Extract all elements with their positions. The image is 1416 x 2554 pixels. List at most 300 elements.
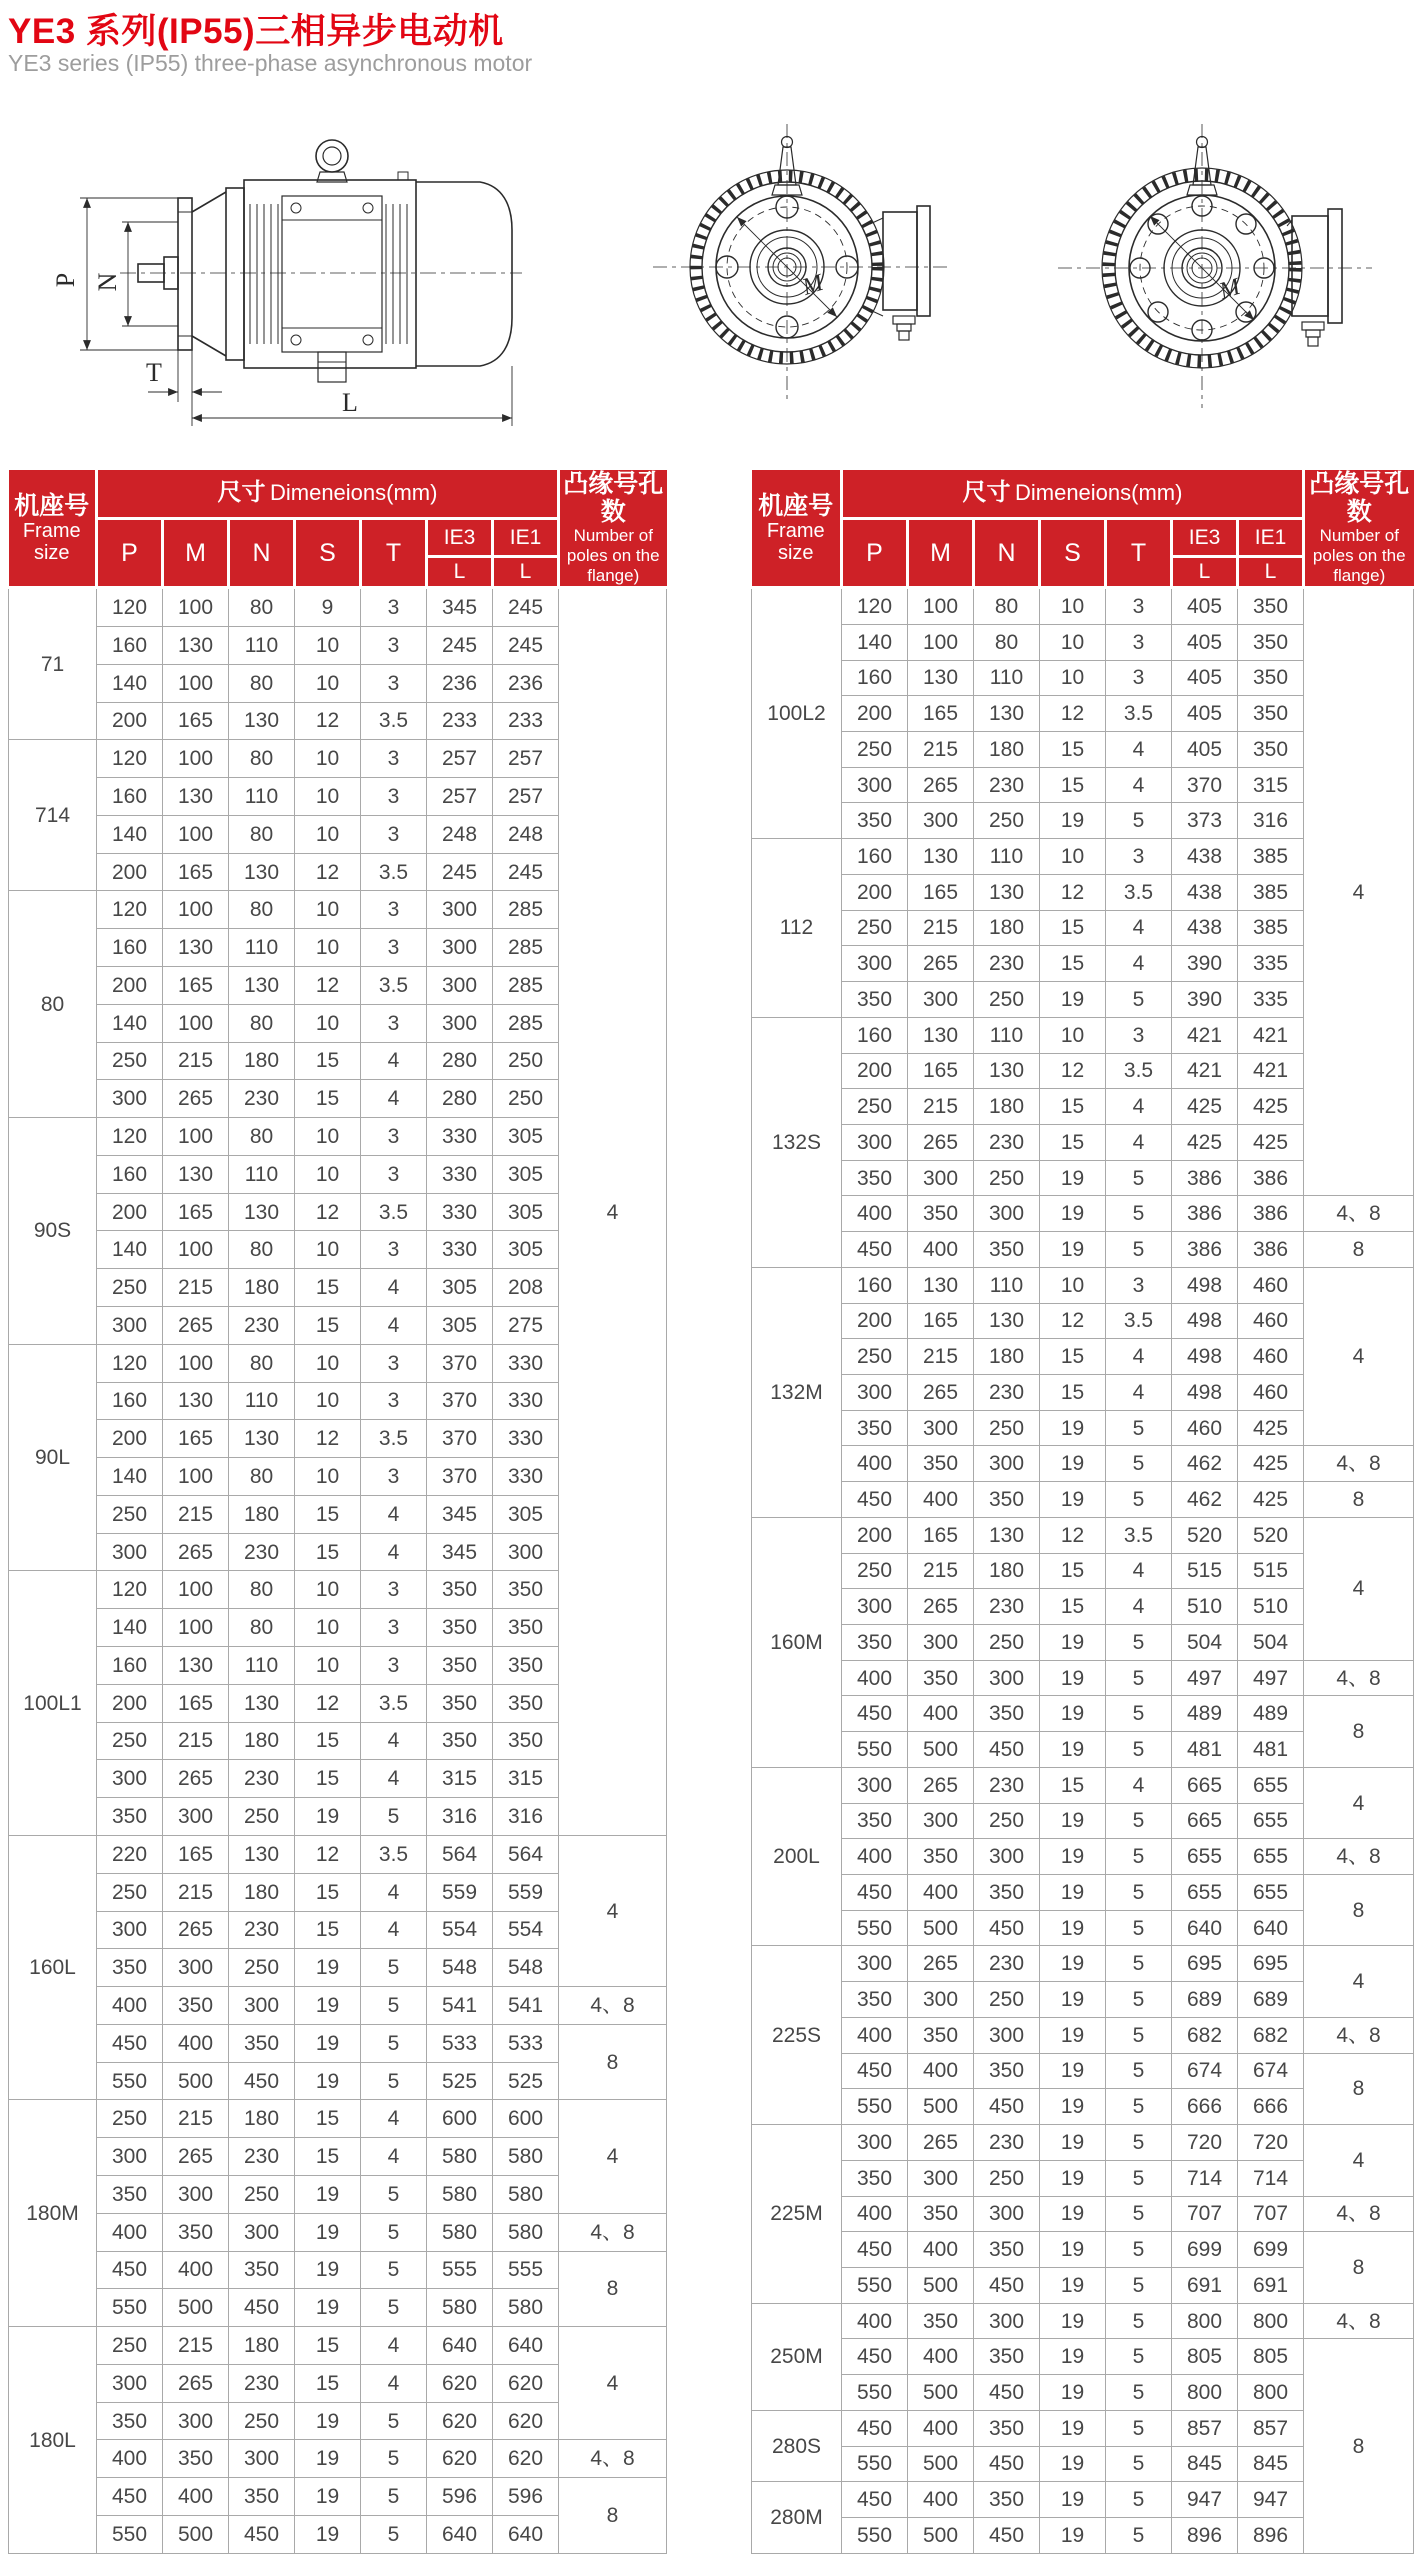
cell-n: 130 xyxy=(974,696,1040,732)
cell-t: 5 xyxy=(1106,1196,1172,1232)
cell-n: 230 xyxy=(974,1767,1040,1803)
cell-m: 500 xyxy=(908,2517,974,2553)
cell-n: 80 xyxy=(229,1344,295,1382)
cell-p: 300 xyxy=(97,2364,163,2402)
cell-m: 265 xyxy=(908,2125,974,2161)
cell-t: 3.5 xyxy=(1106,696,1172,732)
table-row xyxy=(752,2303,1414,2339)
cell-ie1-l: 421 xyxy=(1238,1017,1304,1053)
cell-t: 4 xyxy=(1106,946,1172,982)
cell-p: 400 xyxy=(842,2017,908,2053)
poles-cell: 8 xyxy=(559,2024,667,2100)
dim-label-n: N xyxy=(93,272,122,292)
cell-t: 4 xyxy=(361,2100,427,2138)
frame-cell-132M: 132M xyxy=(752,1267,842,1517)
cell-m: 165 xyxy=(908,1053,974,1089)
cell-ie1-l: 674 xyxy=(1238,2053,1304,2089)
cell-ie1-l: 350 xyxy=(1238,696,1304,732)
table-row xyxy=(9,2213,667,2251)
cell-t: 4 xyxy=(361,1873,427,1911)
cell-s: 19 xyxy=(1040,1482,1106,1518)
cell-s: 19 xyxy=(1040,2446,1106,2482)
table-row xyxy=(752,1660,1414,1696)
cell-t: 3 xyxy=(361,1344,427,1382)
cell-s: 10 xyxy=(295,891,361,929)
cell-m: 265 xyxy=(908,1946,974,1982)
cell-s: 19 xyxy=(1040,1196,1106,1232)
cell-ie3-l: 665 xyxy=(1172,1767,1238,1803)
cell-ie1-l: 316 xyxy=(1238,803,1304,839)
cell-ie3-l: 689 xyxy=(1172,1982,1238,2018)
cell-m: 300 xyxy=(908,1803,974,1839)
cell-n: 180 xyxy=(229,1722,295,1760)
cell-p: 550 xyxy=(842,1910,908,1946)
cell-m: 130 xyxy=(908,839,974,875)
cell-ie3-l: 421 xyxy=(1172,1017,1238,1053)
cell-t: 4 xyxy=(1106,1374,1172,1410)
cell-s: 19 xyxy=(295,2478,361,2516)
cell-m: 400 xyxy=(163,2024,229,2062)
cell-t: 5 xyxy=(1106,982,1172,1018)
cell-ie1-l: 300 xyxy=(493,1533,559,1571)
cell-ie3-l: 305 xyxy=(427,1269,493,1307)
cell-ie3-l: 674 xyxy=(1172,2053,1238,2089)
cell-m: 130 xyxy=(163,1155,229,1193)
cell-p: 300 xyxy=(842,1374,908,1410)
cell-m: 400 xyxy=(163,2478,229,2516)
cell-s: 15 xyxy=(295,1080,361,1118)
cell-s: 10 xyxy=(1040,624,1106,660)
cell-ie3-l: 390 xyxy=(1172,946,1238,982)
table-row xyxy=(752,1875,1414,1911)
table-row xyxy=(9,2024,667,2062)
cell-s: 19 xyxy=(1040,1803,1106,1839)
cell-p: 400 xyxy=(842,1839,908,1875)
cell-t: 3 xyxy=(361,778,427,816)
cell-p: 120 xyxy=(97,1118,163,1156)
cell-m: 265 xyxy=(163,1911,229,1949)
table-row xyxy=(752,1267,1414,1303)
cell-t: 3 xyxy=(361,740,427,778)
cell-ie1-l: 564 xyxy=(493,1835,559,1873)
poles-cell: 8 xyxy=(559,2251,667,2327)
cell-n: 80 xyxy=(229,588,295,627)
cell-n: 130 xyxy=(974,1053,1040,1089)
cell-ie1-l: 640 xyxy=(493,2327,559,2365)
cell-t: 5 xyxy=(361,2289,427,2327)
cell-ie3-l: 640 xyxy=(1172,1910,1238,1946)
cell-n: 130 xyxy=(974,874,1040,910)
cell-p: 120 xyxy=(97,588,163,627)
cell-m: 500 xyxy=(908,2089,974,2125)
cell-m: 215 xyxy=(163,2100,229,2138)
cell-m: 400 xyxy=(163,2251,229,2289)
dim-label-l: L xyxy=(342,388,358,417)
cell-t: 3 xyxy=(1106,660,1172,696)
cell-p: 300 xyxy=(97,2138,163,2176)
cell-p: 400 xyxy=(97,2440,163,2478)
cell-m: 500 xyxy=(163,2062,229,2100)
cell-p: 250 xyxy=(97,2100,163,2138)
poles-header: 凸缘号孔数 Number of poles on the flange) xyxy=(559,470,667,588)
cell-p: 450 xyxy=(842,1482,908,1518)
cell-t: 5 xyxy=(1106,2375,1172,2411)
cell-ie1-l: 250 xyxy=(493,1042,559,1080)
cell-s: 10 xyxy=(295,1382,361,1420)
column-header-m: M xyxy=(908,518,974,588)
page-title: YE3 系列(IP55)三相异步电动机 xyxy=(8,12,504,51)
cell-n: 230 xyxy=(974,767,1040,803)
cell-ie3-l: 390 xyxy=(1172,982,1238,1018)
cell-p: 200 xyxy=(97,1193,163,1231)
cell-ie3-l: 280 xyxy=(427,1042,493,1080)
cell-p: 140 xyxy=(842,624,908,660)
cell-ie1-l: 386 xyxy=(1238,1232,1304,1268)
cell-s: 19 xyxy=(295,2213,361,2251)
cell-s: 12 xyxy=(295,853,361,891)
cell-t: 5 xyxy=(1106,2446,1172,2482)
cell-p: 160 xyxy=(97,778,163,816)
cell-p: 120 xyxy=(97,1571,163,1609)
cell-s: 10 xyxy=(1040,588,1106,625)
cell-t: 5 xyxy=(1106,2267,1172,2303)
cell-n: 300 xyxy=(974,1660,1040,1696)
cell-ie3-l: 580 xyxy=(427,2138,493,2176)
frame-cell-180M: 180M xyxy=(9,2100,97,2327)
cell-ie1-l: 620 xyxy=(493,2364,559,2402)
cell-n: 80 xyxy=(229,1609,295,1647)
cell-p: 300 xyxy=(842,1124,908,1160)
table-row xyxy=(752,1696,1414,1732)
cell-n: 180 xyxy=(229,1269,295,1307)
cell-ie3-l: 800 xyxy=(1172,2303,1238,2339)
cell-m: 350 xyxy=(908,2017,974,2053)
cell-p: 120 xyxy=(842,588,908,625)
cell-s: 19 xyxy=(295,2175,361,2213)
cell-p: 550 xyxy=(842,2375,908,2411)
cell-m: 100 xyxy=(163,740,229,778)
cell-n: 180 xyxy=(974,910,1040,946)
cell-n: 250 xyxy=(974,1160,1040,1196)
cell-s: 19 xyxy=(1040,2410,1106,2446)
cell-p: 140 xyxy=(97,1609,163,1647)
cell-n: 250 xyxy=(974,2160,1040,2196)
cell-t: 3.5 xyxy=(361,966,427,1004)
cell-t: 4 xyxy=(361,1533,427,1571)
cell-p: 250 xyxy=(97,1269,163,1307)
cell-ie3-l: 345 xyxy=(427,1495,493,1533)
cell-m: 350 xyxy=(908,2303,974,2339)
cell-m: 265 xyxy=(163,1307,229,1345)
cell-ie1-l: 350 xyxy=(1238,660,1304,696)
cell-ie3-l: 714 xyxy=(1172,2160,1238,2196)
cell-m: 215 xyxy=(163,1495,229,1533)
cell-m: 130 xyxy=(163,626,229,664)
cell-ie3-l: 350 xyxy=(427,1571,493,1609)
cell-ie1-l: 315 xyxy=(1238,767,1304,803)
table-header xyxy=(9,470,667,588)
cell-p: 250 xyxy=(842,732,908,768)
table-row xyxy=(9,1987,667,2025)
motor-body-outline xyxy=(120,140,522,382)
cell-m: 165 xyxy=(163,966,229,1004)
column-header-p: P xyxy=(97,518,163,588)
cell-t: 5 xyxy=(1106,803,1172,839)
table-row xyxy=(752,2053,1414,2089)
cell-t: 5 xyxy=(1106,1732,1172,1768)
cell-s: 15 xyxy=(1040,1089,1106,1125)
dim-label-p: P xyxy=(51,272,80,288)
cell-n: 250 xyxy=(229,2175,295,2213)
cell-ie1-l: 335 xyxy=(1238,946,1304,982)
cell-n: 110 xyxy=(229,1155,295,1193)
cell-p: 300 xyxy=(97,1307,163,1345)
frame-cell-100L2: 100L2 xyxy=(752,588,842,839)
poles-cell: 4 xyxy=(1304,2125,1414,2196)
cell-n: 300 xyxy=(974,2303,1040,2339)
cell-t: 5 xyxy=(1106,1410,1172,1446)
cell-m: 130 xyxy=(163,1647,229,1685)
cell-m: 500 xyxy=(163,2516,229,2554)
cell-ie1-l: 385 xyxy=(1238,910,1304,946)
cell-s: 19 xyxy=(295,2402,361,2440)
cell-p: 250 xyxy=(97,1042,163,1080)
poles-cell: 4、8 xyxy=(1304,1660,1414,1696)
cell-n: 180 xyxy=(974,1339,1040,1375)
cell-n: 230 xyxy=(229,2138,295,2176)
table-body xyxy=(9,588,667,2554)
cell-t: 5 xyxy=(1106,1875,1172,1911)
cell-p: 250 xyxy=(842,910,908,946)
cell-ie1-l: 682 xyxy=(1238,2017,1304,2053)
cell-ie1-l: 350 xyxy=(1238,624,1304,660)
cell-ie1-l: 335 xyxy=(1238,982,1304,1018)
table-row xyxy=(9,588,667,627)
cell-s: 12 xyxy=(1040,1053,1106,1089)
frame-cell-180L: 180L xyxy=(9,2327,97,2554)
cell-ie3-l: 316 xyxy=(427,1798,493,1836)
cell-m: 215 xyxy=(163,1042,229,1080)
cell-p: 550 xyxy=(842,2517,908,2553)
cell-s: 19 xyxy=(1040,1910,1106,1946)
cell-ie1-l: 554 xyxy=(493,1911,559,1949)
cell-t: 3 xyxy=(361,1609,427,1647)
cell-ie1-l: 425 xyxy=(1238,1124,1304,1160)
cell-ie3-l: 580 xyxy=(427,2213,493,2251)
cell-m: 100 xyxy=(163,1231,229,1269)
cell-s: 10 xyxy=(295,1004,361,1042)
cell-n: 450 xyxy=(974,2267,1040,2303)
cell-ie3-l: 405 xyxy=(1172,732,1238,768)
cell-s: 19 xyxy=(1040,1160,1106,1196)
cell-n: 130 xyxy=(229,702,295,740)
cell-t: 4 xyxy=(1106,732,1172,768)
cell-ie1-l: 425 xyxy=(1238,1089,1304,1125)
cell-t: 4 xyxy=(361,2327,427,2365)
cell-s: 19 xyxy=(1040,2053,1106,2089)
frame-cell-160L: 160L xyxy=(9,1835,97,2099)
cell-m: 100 xyxy=(163,1609,229,1647)
cell-n: 80 xyxy=(229,1004,295,1042)
cell-ie1-l: 385 xyxy=(1238,839,1304,875)
cell-t: 3 xyxy=(361,929,427,967)
cell-m: 165 xyxy=(908,1517,974,1553)
cell-m: 265 xyxy=(908,1124,974,1160)
cell-t: 5 xyxy=(1106,2339,1172,2375)
frame-cell-80: 80 xyxy=(9,891,97,1118)
cell-ie1-l: 245 xyxy=(493,588,559,627)
cell-p: 350 xyxy=(97,1949,163,1987)
cell-s: 15 xyxy=(295,2364,361,2402)
dimension-table-left xyxy=(8,470,667,2554)
cell-s: 15 xyxy=(295,2138,361,2176)
cell-ie1-l: 580 xyxy=(493,2213,559,2251)
cell-s: 19 xyxy=(1040,2232,1106,2268)
cell-t: 3.5 xyxy=(361,1684,427,1722)
cell-n: 250 xyxy=(229,2402,295,2440)
cell-m: 100 xyxy=(163,1004,229,1042)
cell-t: 3 xyxy=(361,588,427,627)
cell-ie1-l: 580 xyxy=(493,2138,559,2176)
cell-n: 350 xyxy=(229,2251,295,2289)
frame-cell-225M: 225M xyxy=(752,2125,842,2304)
cell-ie1-l: 316 xyxy=(493,1798,559,1836)
cell-p: 350 xyxy=(97,2175,163,2213)
poles-cell: 4 xyxy=(1304,1767,1414,1838)
cell-t: 3 xyxy=(1106,839,1172,875)
cell-ie3-l: 280 xyxy=(427,1080,493,1118)
cell-t: 5 xyxy=(1106,1625,1172,1661)
cell-ie1-l: 350 xyxy=(493,1571,559,1609)
cell-m: 350 xyxy=(908,2196,974,2232)
cell-n: 350 xyxy=(229,2478,295,2516)
cell-t: 3.5 xyxy=(1106,1053,1172,1089)
cell-p: 120 xyxy=(97,1344,163,1382)
cell-t: 3 xyxy=(361,891,427,929)
cell-ie3-l: 947 xyxy=(1172,2482,1238,2518)
cell-n: 180 xyxy=(229,1495,295,1533)
cell-t: 4 xyxy=(361,1042,427,1080)
cell-s: 19 xyxy=(295,2516,361,2554)
cell-m: 215 xyxy=(163,1873,229,1911)
cell-ie3-l: 330 xyxy=(427,1193,493,1231)
cell-m: 265 xyxy=(908,1589,974,1625)
cell-t: 5 xyxy=(1106,1946,1172,1982)
cell-ie1-l: 460 xyxy=(1238,1267,1304,1303)
cell-n: 230 xyxy=(229,1307,295,1345)
cell-n: 350 xyxy=(974,2053,1040,2089)
cell-s: 15 xyxy=(295,2100,361,2138)
cell-ie1-l: 250 xyxy=(493,1080,559,1118)
table-row xyxy=(752,1446,1414,1482)
cell-p: 160 xyxy=(842,1017,908,1053)
cell-t: 5 xyxy=(361,1798,427,1836)
cell-ie1-l: 350 xyxy=(1238,588,1304,625)
frame-cell-90S: 90S xyxy=(9,1118,97,1345)
cell-ie1-l: 350 xyxy=(493,1609,559,1647)
cell-ie1-l: 305 xyxy=(493,1231,559,1269)
cell-n: 80 xyxy=(229,815,295,853)
cell-m: 500 xyxy=(908,2375,974,2411)
cell-m: 215 xyxy=(908,1339,974,1375)
cell-m: 300 xyxy=(908,982,974,1018)
poles-cell: 8 xyxy=(1304,1482,1414,1518)
cell-m: 165 xyxy=(163,1193,229,1231)
table-row xyxy=(752,1767,1414,1803)
cell-ie3-l: 489 xyxy=(1172,1696,1238,1732)
cell-p: 200 xyxy=(97,1684,163,1722)
cell-ie3-l: 425 xyxy=(1172,1124,1238,1160)
cell-m: 100 xyxy=(908,624,974,660)
cell-p: 250 xyxy=(97,2327,163,2365)
cell-m: 350 xyxy=(163,2440,229,2478)
cell-p: 200 xyxy=(97,1420,163,1458)
cell-s: 19 xyxy=(1040,2303,1106,2339)
cell-ie1-l: 600 xyxy=(493,2100,559,2138)
cell-ie3-l: 300 xyxy=(427,1004,493,1042)
cell-ie3-l: 498 xyxy=(1172,1303,1238,1339)
cell-t: 4 xyxy=(361,1722,427,1760)
cell-p: 350 xyxy=(842,803,908,839)
cell-s: 12 xyxy=(1040,874,1106,910)
cell-ie3-l: 498 xyxy=(1172,1339,1238,1375)
cell-p: 200 xyxy=(842,1517,908,1553)
cell-ie1-l: 580 xyxy=(493,2289,559,2327)
cell-p: 450 xyxy=(842,1696,908,1732)
cell-n: 110 xyxy=(974,839,1040,875)
cell-t: 5 xyxy=(1106,1446,1172,1482)
cell-s: 10 xyxy=(295,1344,361,1382)
table-row xyxy=(752,2196,1414,2232)
cell-ie3-l: 640 xyxy=(427,2327,493,2365)
cell-ie1-l: 350 xyxy=(493,1722,559,1760)
cell-t: 4 xyxy=(1106,1339,1172,1375)
cell-ie3-l: 691 xyxy=(1172,2267,1238,2303)
cell-p: 250 xyxy=(97,1873,163,1911)
cell-ie3-l: 460 xyxy=(1172,1410,1238,1446)
cell-n: 300 xyxy=(974,1196,1040,1232)
cell-p: 450 xyxy=(842,2339,908,2375)
cell-ie3-l: 720 xyxy=(1172,2125,1238,2161)
cell-ie3-l: 655 xyxy=(1172,1875,1238,1911)
cell-ie1-l: 655 xyxy=(1238,1839,1304,1875)
cell-n: 250 xyxy=(974,1410,1040,1446)
cell-ie3-l: 548 xyxy=(427,1949,493,1987)
cell-ie1-l: 707 xyxy=(1238,2196,1304,2232)
cell-ie1-l: 896 xyxy=(1238,2517,1304,2553)
cell-ie3-l: 462 xyxy=(1172,1446,1238,1482)
cell-n: 80 xyxy=(229,740,295,778)
cell-t: 5 xyxy=(361,2516,427,2554)
cell-m: 100 xyxy=(163,1571,229,1609)
cell-n: 230 xyxy=(974,1589,1040,1625)
cell-m: 215 xyxy=(908,910,974,946)
cell-p: 400 xyxy=(842,1660,908,1696)
cell-ie3-l: 438 xyxy=(1172,910,1238,946)
cell-n: 250 xyxy=(229,1798,295,1836)
cell-m: 300 xyxy=(163,1798,229,1836)
cell-ie3-l: 386 xyxy=(1172,1232,1238,1268)
poles-cell: 4、8 xyxy=(559,2213,667,2251)
cell-ie3-l: 330 xyxy=(427,1231,493,1269)
cell-ie3-l: 845 xyxy=(1172,2446,1238,2482)
cell-p: 550 xyxy=(97,2289,163,2327)
cell-ie3-l: 857 xyxy=(1172,2410,1238,2446)
cell-ie3-l: 315 xyxy=(427,1760,493,1798)
cell-ie3-l: 665 xyxy=(1172,1803,1238,1839)
cell-s: 12 xyxy=(295,1835,361,1873)
cell-m: 500 xyxy=(908,2446,974,2482)
